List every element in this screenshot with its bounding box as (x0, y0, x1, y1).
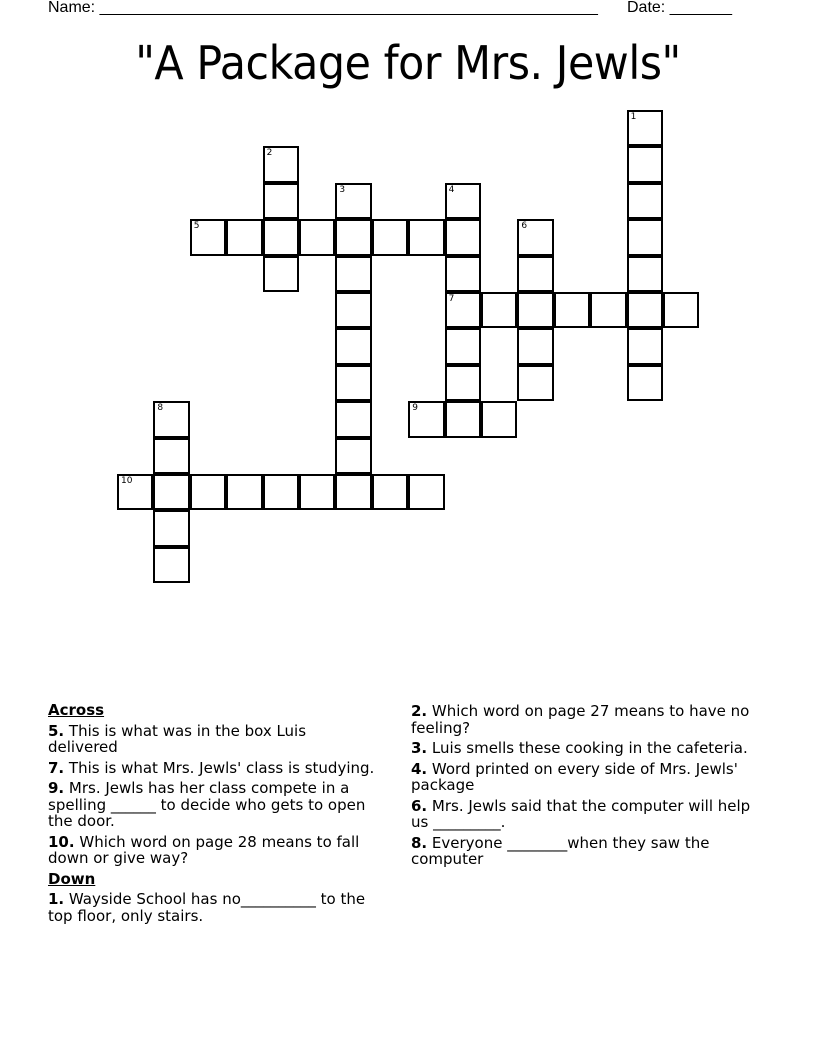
grid-cell[interactable] (117, 474, 153, 510)
clues-column-left (48, 702, 378, 928)
grid-cell[interactable] (226, 474, 262, 510)
grid-cell[interactable] (372, 474, 408, 510)
grid-cell[interactable] (335, 219, 371, 255)
clue-number-label: 6 (521, 221, 528, 232)
clue-text: Word printed on every side of Mrs. Jewls' package (411, 759, 738, 794)
grid-cell[interactable] (627, 146, 663, 182)
grid-cell[interactable] (335, 401, 371, 437)
clue-text: This is what was in the box Luis delivered (48, 721, 307, 756)
grid-cell[interactable] (190, 474, 226, 510)
clue-text: Mrs. Jewls said that the computer will help us _________. (411, 796, 751, 831)
grid-cell[interactable] (445, 256, 481, 292)
grid-cell[interactable] (481, 401, 517, 437)
grid-cell[interactable] (335, 183, 371, 219)
grid-cell[interactable] (627, 328, 663, 364)
clue-number: 6. (411, 796, 428, 815)
grid-cell[interactable] (445, 365, 481, 401)
grid-cell[interactable] (335, 365, 371, 401)
grid-cell[interactable] (517, 328, 553, 364)
grid-cell[interactable] (263, 219, 299, 255)
clue-down-8 (411, 835, 751, 868)
clue-number: 7. (48, 758, 65, 777)
clue-down-3 (411, 740, 751, 757)
grid-cell[interactable] (153, 547, 189, 583)
grid-cell[interactable] (335, 328, 371, 364)
clue-number-label: 7 (448, 294, 455, 304)
clue-number-label: 4 (448, 184, 455, 195)
grid-cell[interactable] (408, 474, 444, 510)
grid-cell[interactable] (445, 292, 481, 328)
clue-number: 5. (48, 721, 65, 740)
clue-number: 8. (411, 833, 428, 852)
grid-cell[interactable] (517, 365, 553, 401)
grid-cell[interactable] (554, 292, 590, 328)
grid-cell[interactable] (590, 292, 626, 328)
clue-number: 2. (411, 702, 428, 720)
grid-cell[interactable] (335, 438, 371, 474)
clue-text: This is what Mrs. Jewls' class is studying. (68, 758, 375, 777)
clue-number: 10. (48, 832, 75, 851)
grid-cell[interactable] (263, 474, 299, 510)
clue-text: Wayside School has no__________ to the top floor, only stairs. (48, 890, 366, 925)
grid-cell[interactable] (335, 256, 371, 292)
clue-text: Mrs. Jewls has her class compete in a spelling ______ to decide who gets to open the door. (48, 779, 366, 830)
clue-text: Luis smells these cooking in the cafeteria. (431, 739, 748, 757)
grid-cell[interactable] (153, 474, 189, 510)
grid-cell[interactable] (627, 183, 663, 219)
clue-text: Everyone ________when they saw the computer (411, 833, 710, 868)
grid-cell[interactable] (481, 292, 517, 328)
clue-number: 4. (411, 759, 428, 778)
name-field[interactable]: Name: ________________________________________________________ (48, 0, 598, 16)
clue-down-2 (411, 703, 751, 736)
clue-across-10 (48, 834, 378, 867)
grid-cell[interactable] (263, 256, 299, 292)
grid-cell[interactable] (190, 219, 226, 255)
grid-cell[interactable] (299, 474, 335, 510)
grid-cell[interactable] (627, 292, 663, 328)
clue-down-4 (411, 761, 751, 794)
grid-cell[interactable] (627, 365, 663, 401)
grid-cell[interactable] (153, 401, 189, 437)
clue-text: Which word on page 28 means to fall down or give way? (48, 832, 360, 867)
clue-number-label: 8 (157, 403, 164, 414)
grid-cell[interactable] (445, 183, 481, 219)
grid-cell[interactable] (372, 219, 408, 255)
grid-cell[interactable] (299, 219, 335, 255)
page-title: "A Package for Mrs. Jewls" (135, 36, 681, 90)
clue-number-label: 9 (412, 403, 418, 414)
grid-cell[interactable] (408, 219, 444, 255)
clue-number-label: 3 (339, 184, 346, 195)
grid-cell[interactable] (663, 292, 699, 328)
down-heading: Down (48, 869, 96, 888)
grid-cell[interactable] (335, 292, 371, 328)
grid-cell[interactable] (263, 146, 299, 182)
grid-cell[interactable] (408, 401, 444, 437)
grid-cell[interactable] (445, 401, 481, 437)
grid-cell[interactable] (627, 110, 663, 146)
clue-number-label: 1 (630, 112, 637, 122)
clue-number: 9. (48, 779, 65, 797)
date-field[interactable]: Date: _______ (627, 0, 732, 16)
clue-down-1 (48, 891, 378, 924)
clue-text: Which word on page 27 means to have no feeling? (411, 702, 750, 737)
clues-column-right (411, 703, 751, 872)
clue-across-5 (48, 723, 378, 756)
grid-cell[interactable] (153, 438, 189, 474)
clue-number-label: 10 (121, 476, 133, 486)
grid-cell[interactable] (263, 183, 299, 219)
clue-number-label: 5 (193, 221, 200, 232)
grid-cell[interactable] (445, 328, 481, 364)
grid-cell[interactable] (335, 474, 371, 510)
grid-cell[interactable] (517, 219, 553, 255)
grid-cell[interactable] (517, 256, 553, 292)
grid-cell[interactable] (445, 219, 481, 255)
grid-cell[interactable] (627, 256, 663, 292)
clue-down-6 (411, 798, 751, 831)
grid-cell[interactable] (226, 219, 262, 255)
clue-number: 1. (48, 890, 65, 908)
clue-number-label: 2 (266, 148, 273, 159)
clue-number: 3. (411, 739, 428, 757)
clue-across-9 (48, 780, 378, 830)
grid-cell[interactable] (517, 292, 553, 328)
across-heading: Across (48, 701, 105, 719)
clue-across-7 (48, 760, 378, 777)
grid-cell[interactable] (627, 219, 663, 255)
grid-cell[interactable] (153, 510, 189, 546)
